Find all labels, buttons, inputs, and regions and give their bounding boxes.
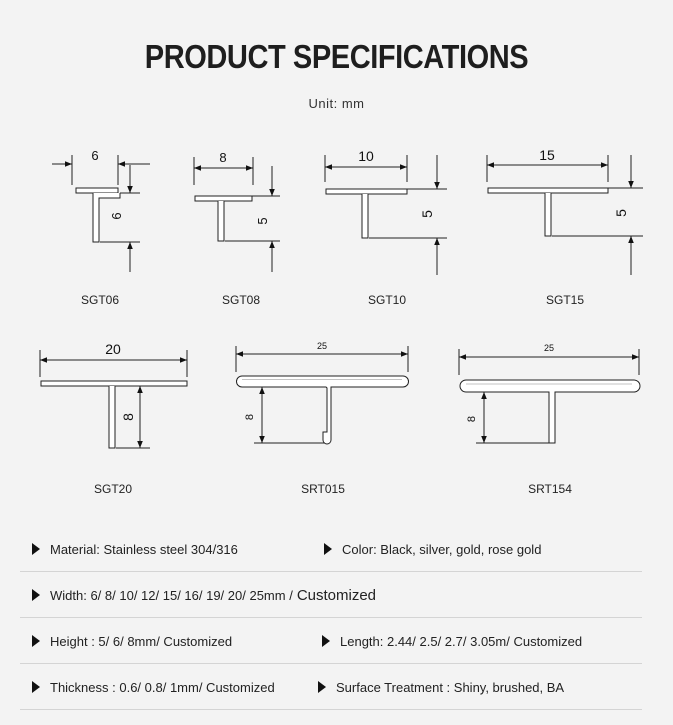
triangle-bullet-icon — [324, 543, 332, 555]
spec-surface-text: Surface Treatment : Shiny, brushed, BA — [336, 679, 565, 695]
page-title: PRODUCT SPECIFICATIONS — [144, 38, 529, 75]
spec-length-text: Length: 2.44/ 2.5/ 2.7/ 3.05m/ Customized — [340, 633, 583, 649]
profile-sgt06 — [52, 155, 150, 272]
spec-height — [32, 619, 232, 663]
sgt06-height-label: 6 — [109, 212, 124, 220]
sgt06-model-label: SGT06 — [80, 293, 120, 307]
spec-height-text: Height : 5/ 6/ 8mm/ Customized — [50, 633, 233, 649]
srt015-model-label: SRT015 — [301, 482, 345, 496]
spec-row-2 — [20, 573, 642, 618]
sgt15-height-label: 5 — [613, 209, 629, 217]
triangle-bullet-icon — [318, 681, 326, 693]
spec-thickness — [32, 665, 275, 709]
spec-surface — [318, 665, 564, 709]
sgt10-width-label: 10 — [358, 148, 374, 164]
sgt20-height-label: 8 — [120, 413, 136, 421]
triangle-bullet-icon — [32, 635, 40, 647]
spec-color — [324, 527, 541, 571]
srt154-width-label: 25 — [543, 343, 555, 353]
profile-sgt20 — [40, 350, 187, 448]
spec-length — [322, 619, 582, 663]
sgt10-model-label: SGT10 — [367, 293, 407, 307]
triangle-bullet-icon — [32, 543, 40, 555]
spec-width-customized: Customized — [296, 586, 377, 604]
srt154-height-label: 8 — [466, 415, 478, 423]
srt015-width-label: 25 — [316, 341, 328, 351]
triangle-bullet-icon — [322, 635, 330, 647]
sgt10-height-label: 5 — [419, 210, 435, 218]
sgt08-width-label: 8 — [219, 150, 227, 165]
sgt15-model-label: SGT15 — [545, 293, 585, 307]
srt154-model-label: SRT154 — [528, 482, 572, 496]
profile-sgt08 — [194, 157, 280, 272]
spec-row-1 — [20, 527, 642, 572]
spec-row-3 — [20, 619, 642, 664]
spec-material-text: Material: Stainless steel 304/316 — [50, 541, 238, 557]
sgt08-height-label: 5 — [255, 217, 270, 225]
sgt20-model-label: SGT20 — [93, 482, 133, 496]
spec-width-text: Width: 6/ 8/ 10/ 12/ 15/ 16/ 19/ 20/ 25mm / — [50, 587, 293, 603]
sgt20-width-label: 20 — [105, 341, 121, 357]
triangle-bullet-icon — [32, 681, 40, 693]
spec-width — [32, 573, 376, 617]
spec-thickness-text: Thickness : 0.6/ 0.8/ 1mm/ Customized — [50, 679, 275, 695]
triangle-bullet-icon — [32, 589, 40, 601]
spec-material — [32, 527, 238, 571]
unit-label: Unit: mm — [308, 96, 365, 111]
sgt15-width-label: 15 — [539, 147, 555, 163]
profile-srt154 — [459, 349, 640, 443]
spec-row-4 — [20, 665, 642, 710]
srt015-height-label: 8 — [244, 413, 256, 421]
profile-srt015 — [236, 346, 409, 444]
sgt06-width-label: 6 — [91, 148, 99, 163]
spec-color-text: Color: Black, silver, gold, rose gold — [342, 541, 542, 557]
sgt08-model-label: SGT08 — [221, 293, 261, 307]
